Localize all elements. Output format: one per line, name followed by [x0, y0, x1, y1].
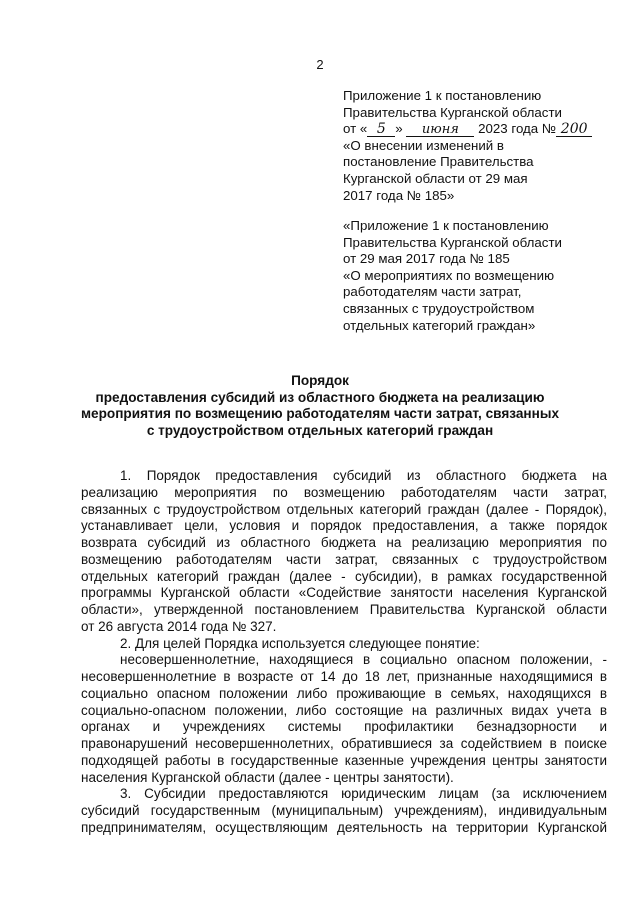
- appendix-2-line: «Приложение 1 к постановлению: [343, 218, 549, 233]
- body-line: подходящей работы в государственные казенные учреждения центры занятости: [81, 752, 607, 768]
- body-line: субсидий государственным (муниципальным) учреждениям), индивидуальным: [81, 803, 607, 818]
- body-line: 3. Субсидии предоставляются юридическим лицам (за исключением: [120, 786, 607, 802]
- appendix-1-line: «О внесении изменений в: [343, 137, 504, 153]
- year-text: 2023 года №: [478, 121, 557, 137]
- body-line: органах и учреждениях системы профилактики безнадзорности и: [81, 719, 607, 735]
- appendix-2-line: «О мероприятиях по возмещению: [343, 267, 555, 283]
- appendix-1-block: [343, 88, 633, 204]
- date-prefix: от «: [343, 121, 368, 137]
- title-line: мероприятия по возмещению работодателям части затрат, связанных: [80, 406, 560, 422]
- appendix-2-line: Правительства Курганской области: [343, 234, 562, 250]
- body-line: программы Курганской области «Содействие занятости населения Курганской: [81, 585, 607, 601]
- body-line: возмещению работодателям части затрат, связанных с трудоустройством: [81, 551, 607, 567]
- body-line: несовершеннолетние, находящиеся в социально опасном положении, -: [120, 652, 607, 668]
- appendix-2-line: отдельных категорий граждан»: [343, 317, 536, 333]
- body-line: 1. Порядок предоставления субсидий из областного бюджета на: [120, 468, 607, 483]
- document-body: [81, 468, 607, 837]
- body-line: социально-опасном положении, либо состоящие на различных видах учета в: [81, 702, 607, 718]
- handwritten-number: 200: [556, 123, 592, 137]
- body-line: устанавливает цели, условия и порядок предоставления, а также порядок: [81, 518, 607, 534]
- body-line: населения Курганской области (далее - центры занятости).: [81, 769, 454, 785]
- date-mid: »: [395, 121, 403, 137]
- body-line: предпринимателям, осуществляющим деятельность на территории Курганской: [81, 819, 607, 835]
- title-line: предоставления субсидий из областного бюджета на реализацию: [95, 389, 545, 405]
- appendix-2-line: от 29 мая 2017 года № 185: [343, 251, 510, 267]
- body-line: несовершеннолетние в возрасте от 14 до 18 лет, признанные находящимися в: [81, 669, 607, 684]
- appendix-1-line: Правительства Курганской области: [343, 104, 562, 120]
- body-line: реализацию мероприятия по возмещению работодателям части затрат,: [81, 484, 607, 500]
- appendix-2-line: связанных с трудоустройством: [343, 300, 535, 316]
- appendix-1-line: Курганской области от 29 мая: [343, 170, 528, 186]
- body-line: правонарушений несовершеннолетних, обратившиеся за содействием в поиске: [81, 736, 607, 751]
- appendix-1-line: постановление Правительства: [343, 154, 534, 170]
- body-line: отдельных категорий граждан (далее - субсидии), в рамках государственной: [81, 568, 607, 584]
- appendix-1-date-line: [343, 121, 633, 138]
- appendix-1-line: 2017 года № 185»: [343, 187, 455, 203]
- title-heading: Порядок: [291, 373, 349, 388]
- body-line: 2. Для целей Порядка используется следующее понятие:: [120, 635, 480, 651]
- page-number: 2: [316, 57, 324, 72]
- appendix-1-line: Приложение 1 к постановлению: [343, 88, 542, 103]
- handwritten-day: 5: [367, 123, 395, 137]
- body-line: от 26 августа 2014 года № 327.: [81, 618, 277, 634]
- document-title: [0, 373, 640, 439]
- title-line: с трудоустройством отдельных категорий граждан: [146, 422, 494, 438]
- body-line: области», утвержденной постановлением Правительства Курганской области: [81, 602, 607, 617]
- body-line: возврата субсидий из областного бюджета на реализацию мероприятия по: [81, 535, 607, 550]
- body-line: связанных с трудоустройством отдельных категорий граждан (далее - Порядок),: [81, 501, 607, 517]
- appendix-2-block: [343, 218, 633, 334]
- handwritten-month: июня: [406, 123, 474, 137]
- body-line: социально опасном положении либо проживающие в семьях, находящихся в: [81, 685, 607, 701]
- appendix-2-line: работодателям части затрат,: [343, 284, 522, 300]
